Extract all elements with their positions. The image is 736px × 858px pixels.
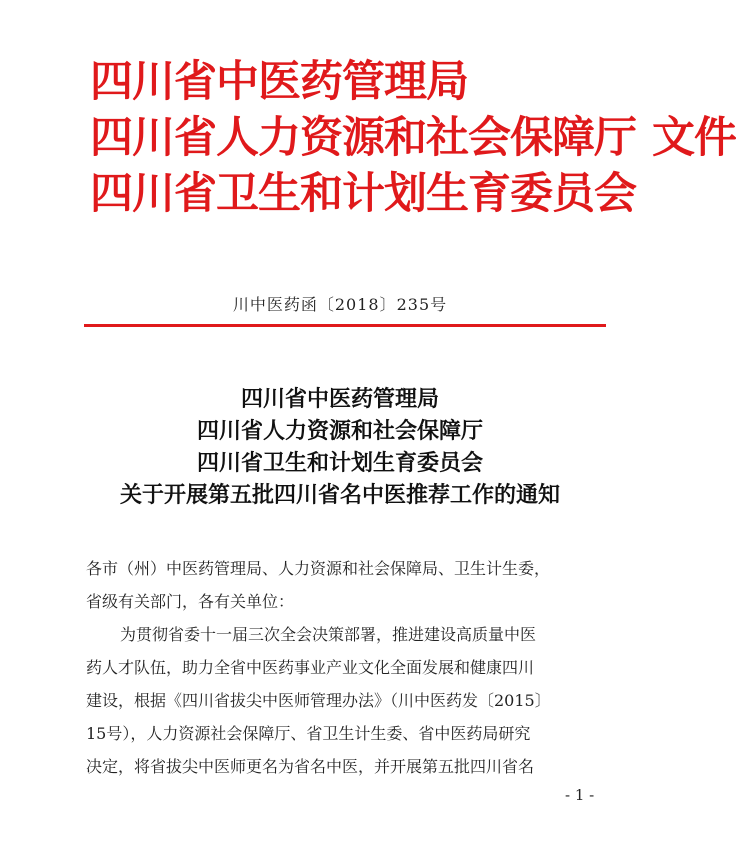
page-number: - 1 - bbox=[565, 786, 595, 804]
red-divider bbox=[84, 324, 606, 327]
body-line-6: 15号），人力资源社会保障厅、省卫生计生委、省中医药局研究 bbox=[86, 724, 531, 743]
body-line-2: 省级有关部门，各有关单位： bbox=[86, 592, 295, 611]
document-header bbox=[90, 54, 736, 222]
body-line-1: 各市（州）中医药管理局、人力资源和社会保障局、卫生计生委， bbox=[86, 559, 551, 578]
body-line-7: 决定，将省拔尖中医师更名为省名中医，并开展第五批四川省名 bbox=[86, 757, 535, 776]
title-line-1: 四川省中医药管理局 bbox=[240, 387, 439, 412]
document-body bbox=[86, 552, 606, 783]
body-line-4: 药人才队伍，助力全省中医药事业产业文化全面发展和健康四川 bbox=[86, 658, 535, 677]
header-issuer-3: 四川省卫生和计划生育委员会 bbox=[90, 169, 636, 219]
title-line-3: 四川省卫生和计划生育委员会 bbox=[196, 451, 483, 476]
title-line-4: 关于开展第五批四川省名中医推荐工作的通知 bbox=[119, 483, 560, 508]
header-issuer-2 bbox=[90, 110, 736, 166]
document-number: 川中医药函〔2018〕235号 bbox=[232, 295, 448, 314]
title-line-2: 四川省人力资源和社会保障厅 bbox=[196, 419, 483, 444]
body-line-5: 建设，根据《四川省拔尖中医师管理办法》（川中医药发〔2015〕 bbox=[86, 691, 551, 710]
header-issuer-1: 四川省中医药管理局 bbox=[90, 57, 468, 107]
header-issuer-2-text: 四川省人力资源和社会保障厅 bbox=[90, 113, 636, 163]
header-suffix: 文件 bbox=[652, 113, 736, 163]
body-line-3: 为贯彻省委十一届三次全会决策部署，推进建设高质量中医 bbox=[120, 625, 537, 644]
document-title bbox=[0, 384, 680, 512]
